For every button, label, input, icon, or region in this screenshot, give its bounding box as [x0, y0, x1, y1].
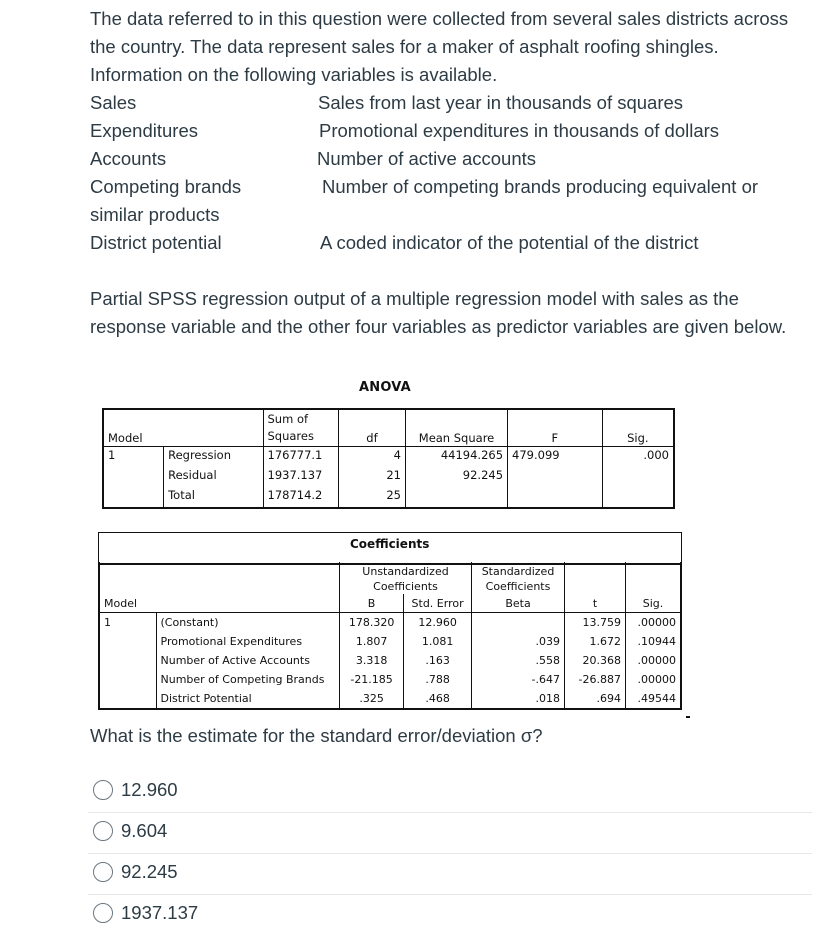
df: 4: [338, 447, 405, 468]
radio-button[interactable]: [93, 862, 113, 882]
header-unstandardized: Unstandardized Coefficients: [340, 562, 472, 594]
row-label: District Potential: [156, 689, 340, 709]
radio-button[interactable]: [93, 780, 113, 800]
sig-value: [602, 487, 674, 508]
b-value: .325: [340, 689, 404, 709]
sig-value: .00000: [637, 654, 676, 667]
b-value: -21.185: [340, 670, 404, 689]
variable-list: [90, 89, 820, 257]
beta-value: .039: [472, 632, 565, 651]
coef-row: [99, 651, 681, 670]
header-df: df: [338, 409, 405, 447]
sum-of-squares: 176777.1: [263, 447, 338, 468]
header-std-error: Std. Error: [404, 594, 472, 613]
df: 21: [338, 467, 405, 487]
variable-description: Number of active accounts: [317, 148, 537, 169]
sig-value: .00000: [637, 616, 676, 629]
std-error-value: .163: [404, 651, 472, 670]
sum-of-squares: 178714.2: [263, 487, 338, 508]
header-sig: Sig.: [602, 409, 674, 447]
anova-header-row: [103, 409, 674, 447]
t-value: 13.759: [565, 613, 626, 633]
header-f: F: [508, 409, 603, 447]
std-error-value: 1.081: [404, 632, 472, 651]
header-sum-of-squares: Sum of Squares: [263, 409, 338, 447]
f-value: [508, 467, 603, 487]
answer-option[interactable]: [88, 854, 812, 895]
beta-value: .558: [472, 651, 565, 670]
variable-description: Sales from last year in thousands of squares: [318, 92, 684, 113]
variable-description: A coded indicator of the potential of the district: [320, 232, 699, 253]
sig-value: .00000: [637, 673, 676, 686]
variable-description: Number of competing brands producing equivalent or: [322, 176, 759, 197]
coefficients-title: Coefficients: [350, 537, 430, 551]
b-value: 3.318: [340, 651, 404, 670]
intro-text: The data referred to in this question were collected from several sales districts across the country. The data represent sales for a maker of asphalt roofing shingles. Information on the following variables is available.: [90, 8, 789, 85]
variable-row: [90, 89, 820, 117]
variable-name: Expenditures: [90, 120, 198, 141]
option-label[interactable]: 12.960: [121, 779, 178, 800]
f-value: [508, 487, 603, 508]
variable-name: District potential: [90, 232, 222, 253]
coef-row: [99, 613, 681, 633]
beta-value: [472, 613, 565, 633]
t-value: .694: [565, 689, 626, 709]
t-value: 1.672: [565, 632, 626, 651]
header-model: Model: [99, 594, 156, 613]
table-edge-mark: [686, 716, 690, 718]
row-label: Total: [164, 487, 263, 508]
anova-title: ANOVA: [359, 380, 411, 395]
answer-option[interactable]: [88, 895, 812, 935]
sig-value: .000: [643, 448, 669, 462]
variable-row: [90, 173, 820, 229]
coef-row: [99, 670, 681, 689]
model-number: 1: [99, 613, 156, 633]
std-error-value: .468: [404, 689, 472, 709]
f-value: 479.099: [508, 447, 603, 468]
answer-option[interactable]: [88, 772, 812, 813]
anova-table: [102, 408, 675, 509]
variable-row: [90, 145, 820, 173]
row-label: Number of Competing Brands: [156, 670, 340, 689]
coef-header-row: [99, 562, 681, 594]
partial-output-text: Partial SPSS regression output of a multiple regression model with sales as the response variable and the other four variables as predictor variables are given below.: [90, 288, 787, 337]
b-value: 1.807: [340, 632, 404, 651]
header-mean-square: Mean Square: [405, 409, 507, 447]
mean-square: [405, 487, 507, 508]
variable-name: Sales: [90, 92, 137, 113]
row-label: Number of Active Accounts: [156, 651, 340, 670]
option-label[interactable]: 92.245: [121, 861, 178, 882]
variable-name: Competing brands similar products: [90, 176, 242, 225]
radio-button[interactable]: [93, 821, 113, 841]
anova-row: [103, 467, 674, 487]
coef-row: [99, 632, 681, 651]
sig-value: [602, 467, 674, 487]
answer-option[interactable]: [88, 813, 812, 854]
beta-value: -.647: [472, 670, 565, 689]
mean-square: 44194.265: [405, 447, 507, 468]
row-label: Promotional Expenditures: [156, 632, 340, 651]
header-b: B: [340, 594, 404, 613]
answer-options: [88, 772, 812, 935]
mean-square: 92.245: [405, 467, 507, 487]
t-value: -26.887: [565, 670, 626, 689]
beta-value: .018: [472, 689, 565, 709]
question-intro: [90, 5, 810, 89]
variable-name: Accounts: [90, 148, 167, 169]
option-label[interactable]: 9.604: [121, 820, 168, 841]
variable-row: [90, 117, 820, 145]
sig-value: .10944: [637, 635, 676, 648]
header-beta: Beta: [472, 594, 565, 613]
header-sig: Sig.: [626, 594, 682, 613]
coefficients-table: [98, 562, 682, 710]
header-standardized: Standardized Coefficients: [472, 562, 565, 594]
row-label: Regression: [164, 447, 263, 468]
variable-row: [90, 229, 820, 257]
sig-value: .49544: [637, 692, 676, 705]
option-label[interactable]: 1937.137: [121, 902, 199, 923]
coef-row: [99, 689, 681, 709]
std-error-value: .788: [404, 670, 472, 689]
anova-row: [103, 447, 674, 468]
sum-of-squares: 1937.137: [263, 467, 338, 487]
radio-button[interactable]: [93, 903, 113, 923]
anova-row: [103, 487, 674, 508]
variable-description: Promotional expenditures in thousands of dollars: [319, 120, 720, 141]
b-value: 178.320: [340, 613, 404, 633]
model-number: 1: [103, 447, 164, 468]
t-value: 20.368: [565, 651, 626, 670]
row-label: Residual: [164, 467, 263, 487]
question-text: What is the estimate for the standard error/deviation σ?: [90, 725, 543, 746]
header-model: Model: [103, 409, 164, 447]
header-t: t: [565, 594, 626, 613]
df: 25: [338, 487, 405, 508]
std-error-value: 12.960: [404, 613, 472, 633]
coef-subheader-row: [99, 594, 681, 613]
row-label: (Constant): [156, 613, 340, 633]
